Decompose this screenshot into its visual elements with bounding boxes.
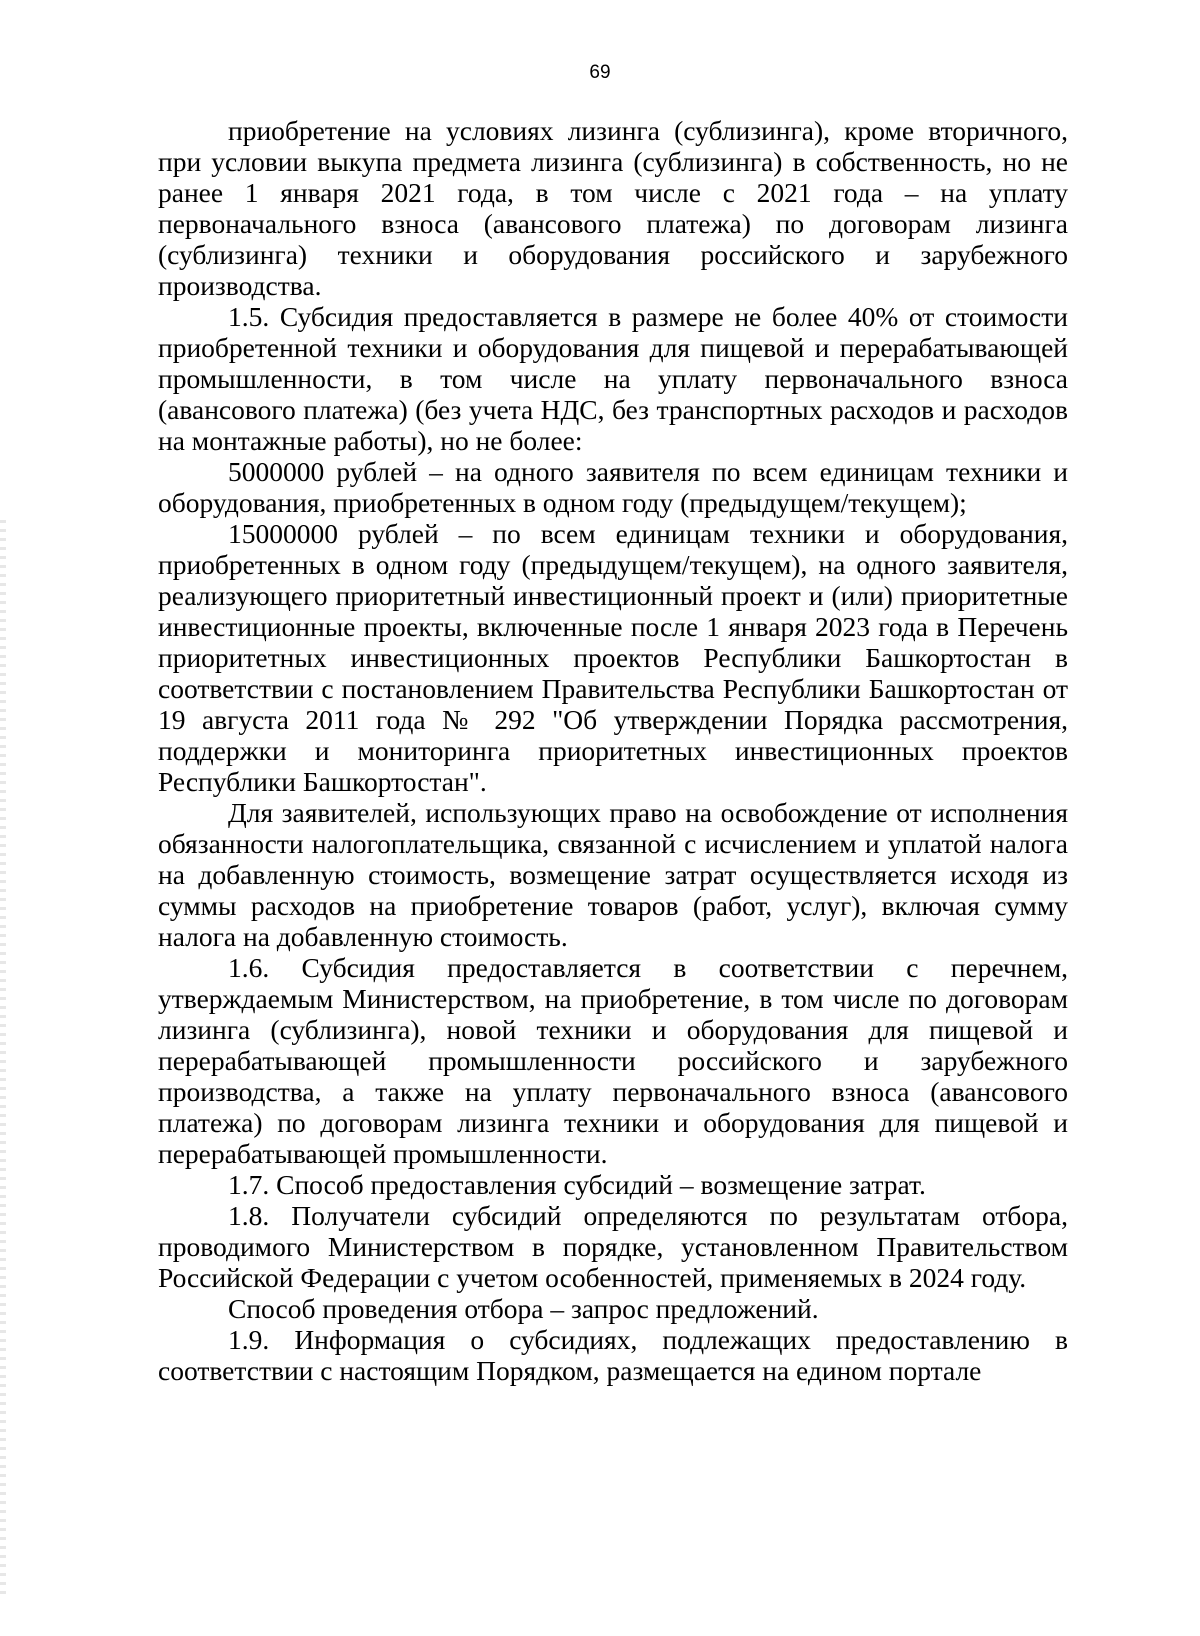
paragraph-1-5: 1.5. Субсидия предоставляется в размере не более 40% от стоимости приобретенной техники и оборудования для пищевой и перерабатывающей промышленности, в том числе на уплату первоначального взноса (авансового платежа) (без учета НДС, без транспортных расходов и расходов на монтажные работы), но не более: [158,301,1068,456]
paragraph-1-8: 1.8. Получатели субсидий определяются по результатам отбора, проводимого Министерством в порядке, установленном Правительством Российской Федерации с учетом особенностей, применяемых в 2024 году. [158,1200,1068,1293]
paragraph-limit-15000000: 15000000 рублей – по всем единицам техники и оборудования, приобретенных в одном году (предыдущем/текущем), на одного заявителя, реализующего приоритетный инвестиционный проект и (или) приоритетные инвестиционные проекты, включенные после 1 января 2023 года в Перечень приоритетных инвестиционных проектов Республики Башкортостан в соответствии с постановлением Правительства Республики Башкортостан от 19 августа 2011 года № 292 "Об утверждении Порядка рассмотрения, поддержки и мониторинга приоритетных инвестиционных проектов Республики Башкортостан". [158,518,1068,797]
paragraph-leasing-continuation: приобретение на условиях лизинга (сублизинга), кроме вторичного, при условии выкупа предмета лизинга (сублизинга) в собственность, но не ранее 1 января 2021 года, в том числе с 2021 года – на уплату первоначального взноса (авансового платежа) по договорам лизинга (сублизинга) техники и оборудования российского и зарубежного производства. [158,115,1068,301]
paragraph-limit-5000000: 5000000 рублей – на одного заявителя по всем единицам техники и оборудования, приобретенных в одном году (предыдущем/текущем); [158,456,1068,518]
document-body [158,115,1068,1386]
page-number: 69 [589,62,611,83]
paragraph-1-9: 1.9. Информация о субсидиях, подлежащих предоставлению в соответствии с настоящим Порядком, размещается на едином портале [158,1324,1068,1386]
paragraph-1-7: 1.7. Способ предоставления субсидий – возмещение затрат. [228,1169,926,1200]
paragraph-vat-exempt: Для заявителей, использующих право на освобождение от исполнения обязанности налогоплательщика, связанной с исчислением и уплатой налога на добавленную стоимость, возмещение затрат осуществляется исходя из суммы расходов на приобретение товаров (работ, услуг), включая сумму налога на добавленную стоимость. [158,797,1068,952]
paragraph-1-6: 1.6. Субсидия предоставляется в соответствии с перечнем, утверждаемым Министерством, на приобретение, в том числе по договорам лизинга (сублизинга), новой техники и оборудования для пищевой и перерабатывающей промышленности российского и зарубежного производства, а также на уплату первоначального взноса (авансового платежа) по договорам лизинга техники и оборудования для пищевой и перерабатывающей промышленности. [158,952,1068,1169]
paragraph-selection-method: Способ проведения отбора – запрос предложений. [228,1293,819,1324]
scan-edge-artifact [0,520,6,1600]
